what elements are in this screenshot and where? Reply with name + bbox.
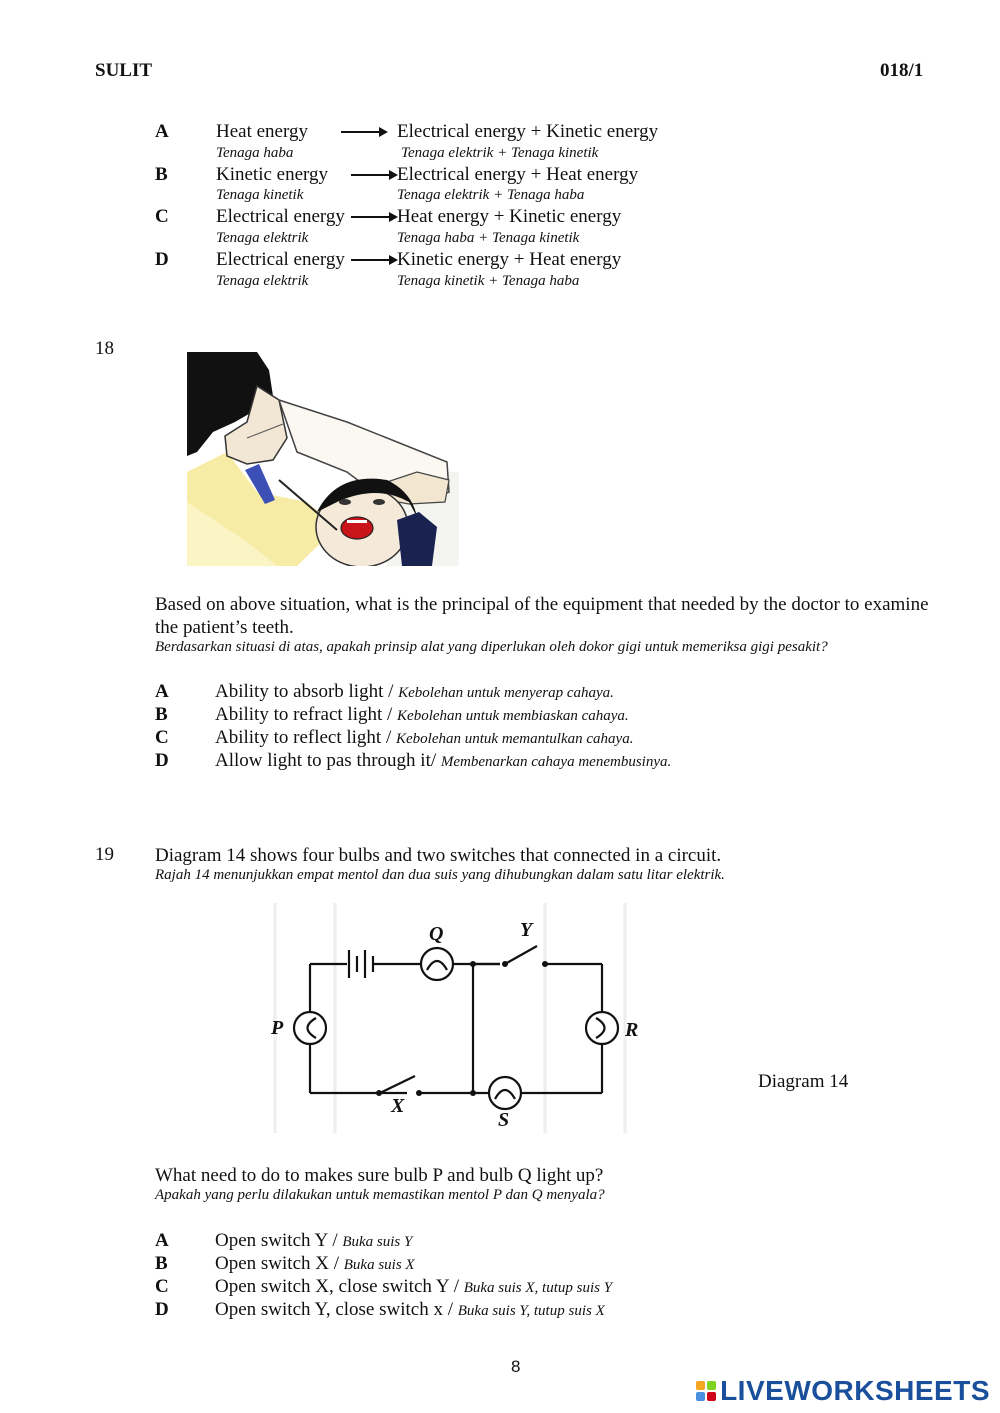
page-number: 8 xyxy=(511,1357,521,1376)
q17-to-my: Tenaga elektrik + Tenaga kinetik xyxy=(401,145,599,161)
option-letter: A xyxy=(155,681,169,702)
arrow-icon xyxy=(351,254,399,266)
q18-option-a[interactable] xyxy=(155,681,955,703)
q17-from-my: Tenaga elektrik xyxy=(216,230,309,246)
q19-option-d[interactable] xyxy=(155,1299,955,1321)
q18-number: 18 xyxy=(95,338,114,359)
q17-from-my: Tenaga kinetik xyxy=(216,187,304,203)
q18-question-my: Berdasarkan situasi di atas, apakah prinsip alat yang diperlukan oleh dokor gigi untuk memeriksa gigi pesakit? xyxy=(155,639,828,655)
q17-option-letter: A xyxy=(155,121,169,142)
q19-option-c[interactable] xyxy=(155,1276,955,1298)
q19-option-a[interactable] xyxy=(155,1230,955,1252)
option-text-my: Buka suis Y, tutup suis X xyxy=(457,1303,605,1319)
option-text-my: Membenarkan cahaya menembusinya. xyxy=(440,754,672,770)
option-text-my: Buka suis X, tutup suis Y xyxy=(463,1280,613,1296)
q19-question-my: Apakah yang perlu dilakukan untuk memastikan mentol P dan Q menyala? xyxy=(155,1187,605,1203)
dentist-illustration xyxy=(187,352,459,566)
q18-option-b[interactable] xyxy=(155,704,955,726)
header-left: SULIT xyxy=(95,60,153,81)
q17-from-en: Electrical energy xyxy=(216,249,345,270)
option-letter: C xyxy=(155,1276,169,1297)
q17-to-en: Heat energy + Kinetic energy xyxy=(397,206,622,227)
label-y: Y xyxy=(520,919,533,941)
label-x: X xyxy=(391,1095,405,1117)
option-text-my: Buka suis X xyxy=(343,1257,415,1273)
option-text-en: Ability to absorb light / xyxy=(215,681,399,702)
q17-from-my: Tenaga elektrik xyxy=(216,273,309,289)
circuit-diagram xyxy=(255,898,665,1138)
q19-intro-en: Diagram 14 shows four bulbs and two switches that connected in a circuit. xyxy=(155,845,722,866)
option-letter: D xyxy=(155,750,169,771)
q17-to-en: Electrical energy + Kinetic energy xyxy=(397,121,659,142)
q17-from-en: Kinetic energy xyxy=(216,164,329,185)
option-text-my: Buka suis Y xyxy=(342,1234,413,1250)
option-text-en: Ability to refract light / xyxy=(215,704,398,725)
q17-to-my: Tenaga haba + Tenaga kinetik xyxy=(397,230,580,246)
option-letter: D xyxy=(155,1299,169,1320)
label-q: Q xyxy=(429,923,444,945)
option-text-en: Open switch Y, close switch x / xyxy=(215,1299,458,1320)
q17-option-letter: D xyxy=(155,249,169,270)
q19-intro-my: Rajah 14 menunjukkan empat mentol dan dua suis yang dihubungkan dalam satu litar elektrik. xyxy=(155,867,725,883)
label-p: P xyxy=(271,1017,284,1039)
liveworksheets-logo[interactable] xyxy=(696,1375,990,1407)
q17-option-letter: B xyxy=(155,164,168,185)
option-letter: B xyxy=(155,1253,168,1274)
option-text-my: Kebolehan untuk menyerap cahaya. xyxy=(398,685,614,701)
logo-text: LIVEWORKSHEETS xyxy=(720,1375,990,1406)
q18-question-en: Based on above situation, what is the principal of the equipment that needed by the doctor to examine the patient’s teeth. xyxy=(155,594,929,638)
q19-number: 19 xyxy=(95,844,114,865)
arrow-icon xyxy=(351,211,399,223)
q17-from-en: Heat energy xyxy=(216,121,308,142)
q17-from-en: Electrical energy xyxy=(216,206,345,227)
label-s: S xyxy=(498,1109,510,1131)
q18-option-c[interactable] xyxy=(155,727,955,749)
arrow-icon xyxy=(341,126,389,138)
option-text-en: Open switch X / xyxy=(215,1253,344,1274)
diagram-caption: Diagram 14 xyxy=(758,1071,849,1092)
header-right: 018/1 xyxy=(880,60,924,81)
q18-option-d[interactable] xyxy=(155,750,955,772)
arrow-icon xyxy=(351,169,399,181)
option-text-my: Kebolehan untuk memantulkan cahaya. xyxy=(396,731,634,747)
q17-option-letter: C xyxy=(155,206,169,227)
q17-to-my: Tenaga elektrik + Tenaga haba xyxy=(397,187,585,203)
option-letter: A xyxy=(155,1230,169,1251)
option-text-my: Kebolehan untuk membiaskan cahaya. xyxy=(397,708,629,724)
q17-to-my: Tenaga kinetik + Tenaga haba xyxy=(397,273,580,289)
option-letter: C xyxy=(155,727,169,748)
q17-to-en: Electrical energy + Heat energy xyxy=(397,164,639,185)
q17-from-my: Tenaga haba xyxy=(216,145,294,161)
option-text-en: Open switch X, close switch Y / xyxy=(215,1276,464,1297)
q17-to-en: Kinetic energy + Heat energy xyxy=(397,249,622,270)
label-r: R xyxy=(625,1019,639,1041)
option-letter: B xyxy=(155,704,168,725)
option-text-en: Allow light to pas through it/ xyxy=(215,750,441,771)
q19-option-b[interactable] xyxy=(155,1253,955,1275)
q19-question-en: What need to do to makes sure bulb P and bulb Q light up? xyxy=(155,1165,604,1186)
option-text-en: Ability to reflect light / xyxy=(215,727,396,748)
option-text-en: Open switch Y / xyxy=(215,1230,343,1251)
logo-grid-icon xyxy=(696,1381,716,1401)
